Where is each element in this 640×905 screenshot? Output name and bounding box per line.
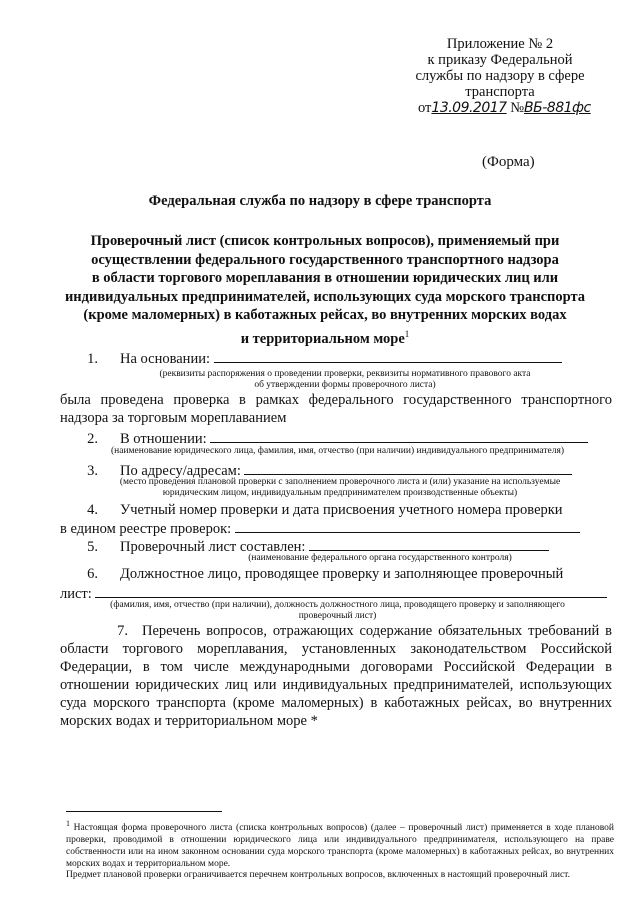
item-1-hint-line-2: об утверждении формы проверочного листа) — [254, 380, 436, 390]
item-7-number: 7. — [117, 623, 128, 639]
item-2-label: В отношении: — [120, 431, 207, 447]
item-6-field[interactable] — [95, 585, 607, 598]
document-title — [60, 232, 590, 348]
footnote-paragraph-2: Предмет плановой проверки ограничивается перечнем контрольных вопросов, включенных в настоящий проверочный лист. — [66, 870, 570, 881]
from-label: от — [418, 100, 432, 116]
item-3-field[interactable] — [244, 462, 572, 475]
item-3-hint-line-2: юридическим лицом, индивидуальным предпринимателем производственные объекты) — [162, 488, 518, 498]
item-3-number: 3. — [87, 463, 98, 479]
item-6-number: 6. — [87, 566, 98, 582]
item-3-label: По адресу/адресам: — [120, 463, 241, 479]
form-label: (Форма) — [482, 154, 535, 170]
item-6-label: Должностное лицо, проводящее проверку и заполняющее проверочный — [120, 566, 564, 582]
item-3-hint — [70, 477, 610, 499]
footnote-divider — [66, 811, 222, 812]
item-7 — [60, 622, 612, 730]
item-6-cont: лист: — [60, 586, 92, 602]
item-3-hint-line-1: (место проведения плановой проверки с заполнением проверочного листа и (или) указание на используемые — [119, 477, 561, 487]
title-line-1: Проверочный лист (список контрольных вопросов), применяемый при — [90, 233, 560, 249]
title-line-5: (кроме маломерных) в каботажных рейсах, во внутренних морских водах — [83, 307, 567, 323]
item-4-cont: в едином реестре проверок: — [60, 521, 232, 537]
item-5-label: Проверочный лист составлен: — [120, 539, 306, 555]
title-line-6-text: и территориальном море — [240, 330, 405, 347]
title-line-6 — [60, 325, 590, 348]
appendix-line-2: к приказу Федеральной — [427, 52, 573, 68]
item-6 — [60, 566, 612, 583]
appendix-line-4: транспорта — [465, 84, 535, 100]
item-1-cont-line-2: надзора за торговым мореплаванием — [60, 410, 287, 426]
footnote-ref: 1 — [404, 328, 410, 339]
appendix-line-3: службы по надзору в сфере — [415, 68, 585, 84]
number-label: № — [510, 100, 525, 116]
appendix-line-1: Приложение № 2 — [446, 36, 554, 52]
agency-title: Федеральная служба по надзору в сфере транспорта — [148, 193, 492, 209]
item-4 — [60, 502, 612, 519]
order-number: ВБ-881фс — [524, 100, 591, 116]
item-4-continuation — [60, 520, 612, 538]
item-4-label: Учетный номер проверки и дата присвоения учетного номера проверки — [120, 502, 563, 518]
item-4-field[interactable] — [235, 520, 580, 533]
item-1-label: На основании: — [120, 351, 210, 367]
item-2-field[interactable] — [210, 430, 588, 443]
item-6-hint-line-1: (фамилия, имя, отчество (при наличии), должность должностного лица, проводящего проверку и заполняющего — [110, 600, 565, 610]
footnote-paragraph-1: Настоящая форма проверочного листа (списка контрольных вопросов) (далее – проверочный лист) применяется в ходе плановой проверки, проводимой в отношении юридического лица или индивидуального предпринимателя, использующего на праве собственности или на ином законном основании суда морского транспорта (кроме маломерных) в каботажных рейсах, во внутренних морских водах и территориальном море. — [66, 823, 615, 869]
item-5-hint: (наименование федерального органа государственного контроля) — [248, 553, 512, 563]
title-line-2: осуществлении федерального государственного транспортного надзора — [91, 251, 559, 268]
item-1-continuation — [60, 391, 612, 427]
item-1-number: 1. — [87, 351, 98, 367]
item-5-field[interactable] — [309, 538, 549, 551]
appendix-header — [400, 36, 600, 116]
item-2-hint: (наименование юридического лица, фамилия, имя, отчество (при наличии) индивидуального предпринимателя) — [111, 446, 564, 456]
item-6-hint-line-2: проверочный лист) — [298, 611, 377, 621]
item-2-number: 2. — [87, 431, 98, 447]
item-7-text: Перечень вопросов, отражающих содержание обязательных требований в области торгового мореплавания, установленных законодательством Российской Федерации, в том числе международными договорами Российской Федерации в отношении юридических лиц или индивидуальных предпринимателей, использующих суда морского транспорта (кроме маломерных) в каботажных рейсах, во внутренних морских водах и территориальном море * — [60, 623, 612, 729]
item-6-hint — [60, 600, 615, 622]
item-4-number: 4. — [87, 502, 98, 518]
title-line-4: индивидуальных предпринимателей, использующих суда морского транспорта — [64, 288, 586, 305]
footnote-mark: 1 — [66, 819, 70, 828]
item-1-hint-line-1: (реквизиты распоряжения о проведении проверки, реквизиты нормативного правового акта — [159, 369, 531, 379]
title-line-3: в области торгового мореплавания в отношении юридических лиц или — [91, 270, 559, 286]
item-1 — [60, 350, 612, 368]
item-1-hint — [110, 369, 580, 391]
item-1-cont-line-1: была проведена проверка в рамках федерального государственного транспортного — [60, 392, 612, 408]
item-1-field[interactable] — [214, 350, 562, 363]
item-5-number: 5. — [87, 539, 98, 555]
footnote — [66, 818, 614, 882]
order-date-line — [400, 100, 600, 116]
order-date: 13.09.2017 — [431, 100, 507, 116]
